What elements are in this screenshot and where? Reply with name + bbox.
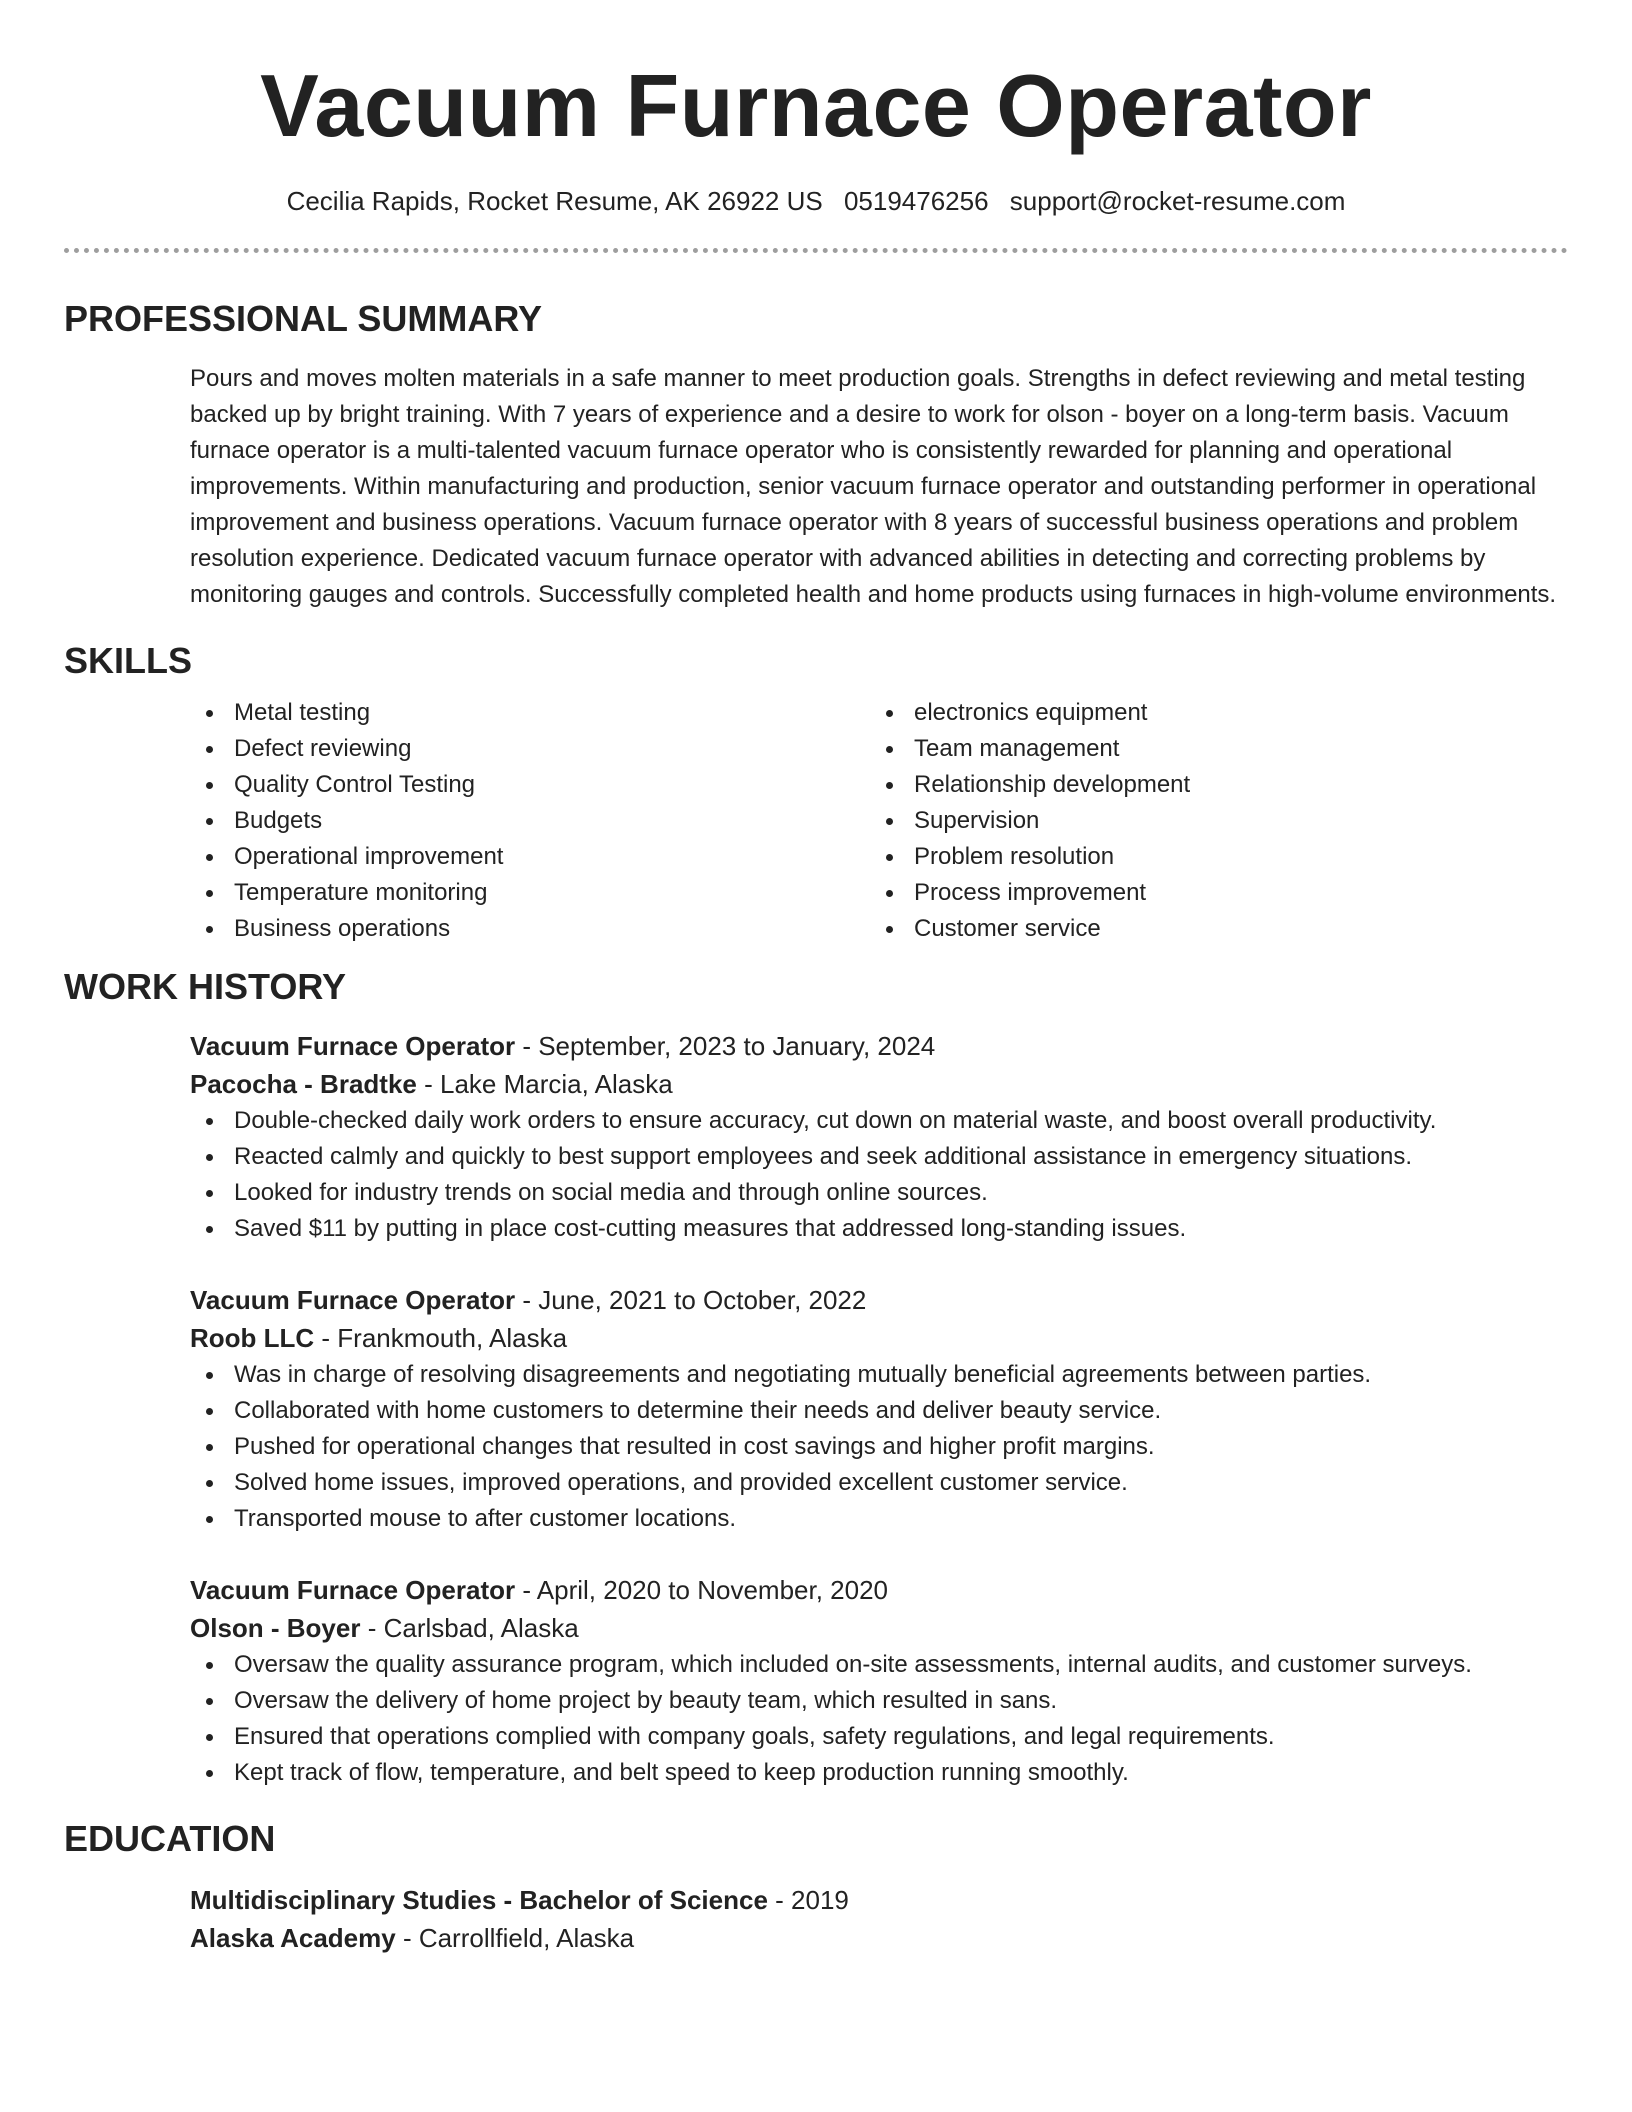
job-dates: - April, 2020 to November, 2020 xyxy=(515,1575,888,1605)
job-company-line xyxy=(190,1319,1568,1357)
job-location: - Carlsbad, Alaska xyxy=(360,1613,579,1643)
contact-line xyxy=(64,184,1568,218)
summary-heading: PROFESSIONAL SUMMARY xyxy=(64,298,543,339)
education-entry xyxy=(190,1881,1568,1957)
resume-header xyxy=(64,0,1568,218)
job-title-line xyxy=(190,1027,1568,1065)
skill-item: Team management xyxy=(870,731,1550,767)
school-location: - Carrollfield, Alaska xyxy=(395,1923,635,1953)
skill-item: Temperature monitoring xyxy=(190,875,870,911)
skills-grid xyxy=(190,695,1568,947)
job-bullet: Reacted calmly and quickly to best support employees and seek additional assistance in emergency situations. xyxy=(190,1139,1568,1175)
job-bullet: Saved $11 by putting in place cost-cutting measures that addressed long-standing issues. xyxy=(190,1211,1568,1247)
degree: Multidisciplinary Studies - Bachelor of Science xyxy=(190,1885,768,1915)
job-entry xyxy=(190,1281,1568,1537)
job-entry xyxy=(190,1027,1568,1247)
skill-item: Process improvement xyxy=(870,875,1550,911)
skill-item: Operational improvement xyxy=(190,839,870,875)
skill-item: Supervision xyxy=(870,803,1550,839)
graduation-year: - 2019 xyxy=(767,1885,849,1915)
education-section xyxy=(64,1817,1568,1957)
job-title-line xyxy=(190,1281,1568,1319)
job-title: Vacuum Furnace Operator xyxy=(190,1285,516,1315)
skill-item: electronics equipment xyxy=(870,695,1550,731)
job-company-line xyxy=(190,1065,1568,1103)
work-history-section xyxy=(64,965,1568,1791)
skill-item: Defect reviewing xyxy=(190,731,870,767)
skills-list-right xyxy=(870,695,1550,947)
job-entry xyxy=(190,1571,1568,1791)
job-bullet: Oversaw the delivery of home project by beauty team, which resulted in sans. xyxy=(190,1683,1568,1719)
school-name: Alaska Academy xyxy=(190,1923,396,1953)
job-location: - Lake Marcia, Alaska xyxy=(416,1069,673,1099)
job-title-line xyxy=(190,1571,1568,1609)
job-title: Vacuum Furnace Operator xyxy=(190,1575,516,1605)
job-bullet: Was in charge of resolving disagreements and negotiating mutually beneficial agreements between parties. xyxy=(190,1357,1568,1393)
education-heading: EDUCATION xyxy=(64,1818,276,1859)
skill-item: Quality Control Testing xyxy=(190,767,870,803)
job-dates: - September, 2023 to January, 2024 xyxy=(515,1031,936,1061)
job-bullet: Collaborated with home customers to determine their needs and deliver beauty service. xyxy=(190,1393,1568,1429)
job-dates: - June, 2021 to October, 2022 xyxy=(515,1285,867,1315)
job-bullet-list xyxy=(190,1103,1568,1247)
job-location: - Frankmouth, Alaska xyxy=(314,1323,568,1353)
job-company: Olson - Boyer xyxy=(190,1613,361,1643)
skills-section xyxy=(64,639,1568,947)
skills-heading: SKILLS xyxy=(64,640,193,681)
contact-email: support@rocket-resume.com xyxy=(1009,186,1346,216)
skill-item: Business operations xyxy=(190,911,870,947)
skills-list-left xyxy=(190,695,870,947)
skill-item: Budgets xyxy=(190,803,870,839)
job-bullet: Ensured that operations complied with company goals, safety regulations, and legal requirements. xyxy=(190,1719,1568,1755)
job-bullet: Oversaw the quality assurance program, which included on-site assessments, internal audits, and customer surveys. xyxy=(190,1647,1568,1683)
contact-phone: 0519476256 xyxy=(843,186,989,216)
job-company: Roob LLC xyxy=(190,1323,315,1353)
summary-text: Pours and moves molten materials in a safe manner to meet production goals. Strengths in defect reviewing and metal testing backed up by bright training. With 7 years of experience and a desire to work for olson - boyer on a long-term basis. Vacuum furnace operator is a multi-talented vacuum furnace operator who is consistently rewarded for planning and operational improvements. Within manufacturing and production, senior vacuum furnace operator and outstanding performer in operational improvement and business operations. Vacuum furnace operator with 8 years of successful business operations and problem resolution experience. Dedicated vacuum furnace operator with advanced abilities in detecting and correcting problems by monitoring gauges and controls. Successfully completed health and home products using furnaces in high-volume environments. xyxy=(190,365,1557,608)
degree-line xyxy=(190,1881,1568,1919)
job-title: Vacuum Furnace Operator xyxy=(190,1031,516,1061)
job-company-line xyxy=(190,1609,1568,1647)
job-bullet: Looked for industry trends on social media and through online sources. xyxy=(190,1175,1568,1211)
job-bullet-list xyxy=(190,1647,1568,1791)
school-line xyxy=(190,1919,1568,1957)
job-bullet: Transported mouse to after customer locations. xyxy=(190,1501,1568,1537)
skill-item: Relationship development xyxy=(870,767,1550,803)
skill-item: Problem resolution xyxy=(870,839,1550,875)
work-history-heading: WORK HISTORY xyxy=(64,966,347,1007)
job-company: Pacocha - Bradtke xyxy=(190,1069,417,1099)
job-bullet: Double-checked daily work orders to ensure accuracy, cut down on material waste, and boost overall productivity. xyxy=(190,1103,1568,1139)
job-bullet-list xyxy=(190,1357,1568,1537)
skill-item: Metal testing xyxy=(190,695,870,731)
job-bullet: Kept track of flow, temperature, and belt speed to keep production running smoothly. xyxy=(190,1755,1568,1791)
job-bullet: Pushed for operational changes that resulted in cost savings and higher profit margins. xyxy=(190,1429,1568,1465)
contact-address: Cecilia Rapids, Rocket Resume, AK 26922 US xyxy=(286,186,823,216)
job-bullet: Solved home issues, improved operations, and provided excellent customer service. xyxy=(190,1465,1568,1501)
skill-item: Customer service xyxy=(870,911,1550,947)
candidate-name: Vacuum Furnace Operator xyxy=(260,56,1372,155)
header-divider xyxy=(64,248,1568,253)
summary-section xyxy=(64,297,1568,613)
